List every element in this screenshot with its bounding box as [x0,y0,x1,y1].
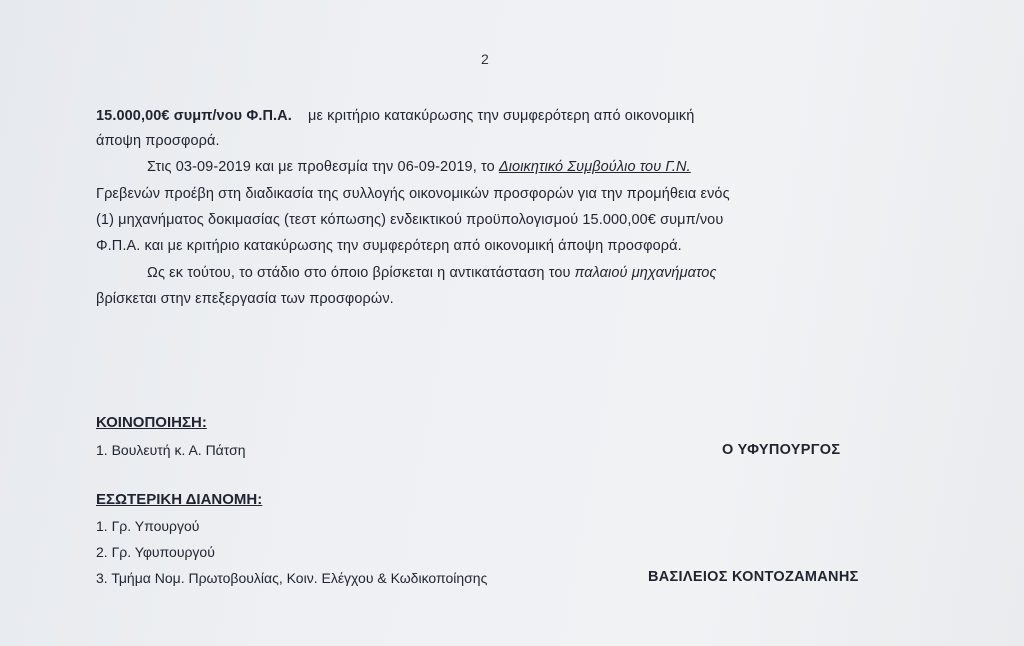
page-number: 2 [481,51,489,67]
paragraph2-line2: Γρεβενών προέβη στη διαδικασία της συλλογής οικονομικών προσφορών για την προμήθεια ενός [96,186,730,202]
paragraph1-line1-text: με κριτήριο κατακύρωσης την συμφερότερη από οικονομική [308,108,695,124]
paragraph3-line1-text: Ως εκ τούτου, το στάδιο στο όποιο βρίσκεται η αντικατάσταση του [147,265,571,281]
notification-heading: ΚΟΙΝΟΠΟΙΗΣΗ: [96,414,207,431]
paragraph1-line1 [96,108,694,124]
paragraph2-line1-text: Στις 03-09-2019 και με προθεσμία την 06-09-2019, το [147,159,495,175]
distribution-item: 1. Γρ. Υπουργού [96,518,200,534]
distribution-item: 2. Γρ. Υφυπουργού [96,544,215,560]
distribution-item: 3. Τμήμα Νομ. Πρωτοβουλίας, Κοιν. Ελέγχου & Κωδικοποίησης [96,570,488,586]
paragraph2-line4: Φ.Π.Α. και με κριτήριο κατακύρωσης την συμφερότερη από οικονομική άποψη προσφορά. [96,238,682,254]
paragraph3-line2: βρίσκεται στην επεξεργασία των προσφορών. [96,291,394,307]
paragraph2-line3: (1) μηχανήματος δοκιμασίας (τεστ κόπωσης) ενδεικτικού προϋπολογισμού 15.000,00€ συμπ/νου [96,212,724,228]
signature-name: ΒΑΣΙΛΕΙΟΣ ΚΟΝΤΟΖΑΜΑΝΗΣ [648,569,859,585]
board-name-emphasis: Διοικητικό Συμβούλιο του Γ.Ν. [498,159,691,175]
signature-title: Ο ΥΦΥΠΟΥΡΓΟΣ [722,442,841,458]
internal-distribution-heading: ΕΣΩΤΕΡΙΚΗ ΔΙΑΝΟΜΗ: [96,491,263,508]
amount-bold: 15.000,00€ συμπ/νου Φ.Π.Α. [96,108,292,124]
paragraph1-line2: άποψη προσφορά. [96,133,220,149]
notification-item: 1. Βουλευτή κ. Α. Πάτση [96,442,246,458]
paragraph3-line1 [147,265,717,281]
old-machine-emphasis: παλαιού μηχανήματος [574,265,717,281]
paragraph2-line1 [147,159,691,175]
